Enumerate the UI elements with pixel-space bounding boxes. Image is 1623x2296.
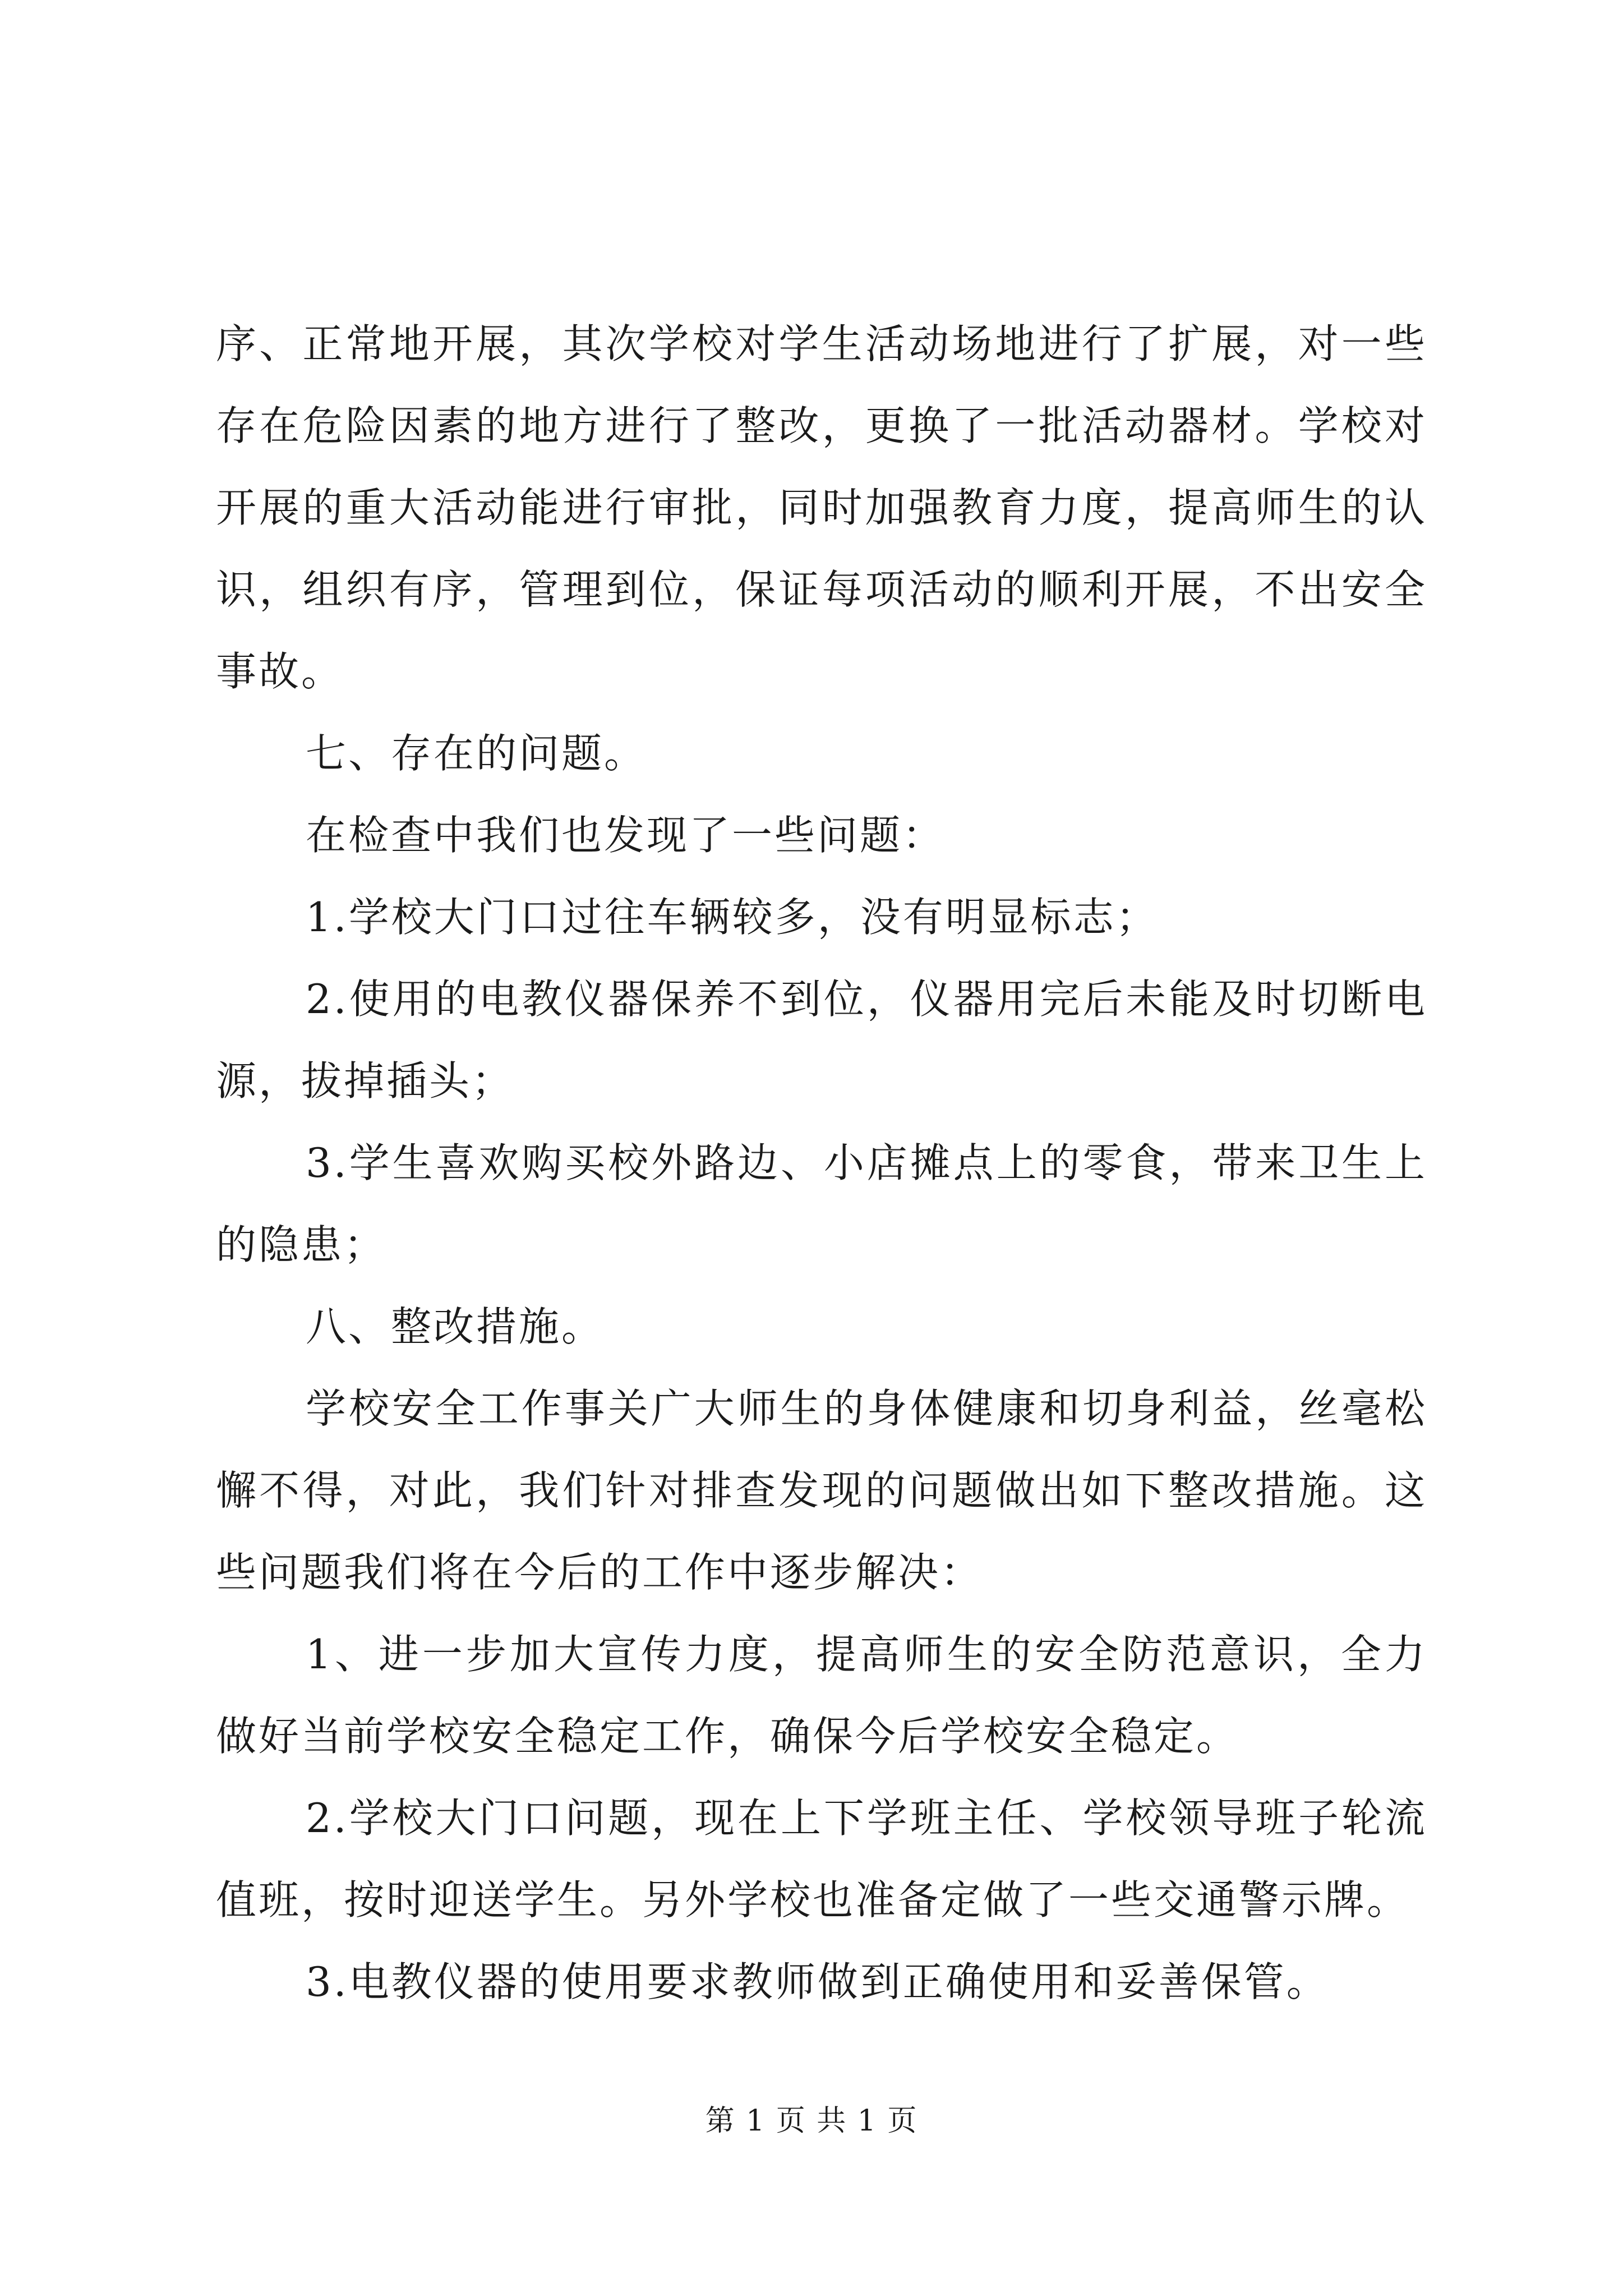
list-item: 3.电教仪器的使用要求教师做到正确使用和妥善保管。 — [306, 1958, 1329, 2005]
paragraph: 学校安全工作事关广大师生的身体健康和切身利益，丝毫松懈不得，对此，我们针对排查发现的问题做出如下整改措施。这些问题我们将在今后的工作中逐步解决： — [216, 1385, 1427, 1596]
list-item: 2.使用的电教仪器保养不到位，仪器用完后未能及时切断电源，拔掉插头； — [216, 976, 1427, 1105]
list-item: 3.学生喜欢购买校外路边、小店摊点上的零食，带来卫生上的隐患； — [216, 1139, 1427, 1268]
paragraph: 序、正常地开展，其次学校对学生活动场地进行了扩展，对一些存在危险因素的地方进行了整改，更换了一批活动器材。学校对开展的重大活动能进行审批，同时加强教育力度，提高师生的认识，组织有序，管理到位，保证每项活动的顺利开展，不出安全事故。 — [216, 320, 1427, 695]
document-body — [216, 303, 1427, 2023]
page-footer: 第 1 页 共 1 页 — [705, 2104, 918, 2138]
section-heading: 八、整改措施。 — [306, 1303, 605, 1350]
list-item: 2.学校大门口问题，现在上下学班主任、学校领导班子轮流值班，按时迎送学生。另外学校也准备定做了一些交通警示牌。 — [216, 1795, 1427, 1924]
paragraph: 在检查中我们也发现了一些问题： — [306, 812, 946, 859]
list-item: 1、进一步加大宣传力度，提高师生的安全防范意识，全力做好当前学校安全稳定工作，确保今后学校安全稳定。 — [216, 1631, 1427, 1760]
section-heading: 七、存在的问题。 — [306, 730, 647, 777]
list-item: 1.学校大门口过往车辆较多，没有明显标志； — [306, 894, 1159, 941]
